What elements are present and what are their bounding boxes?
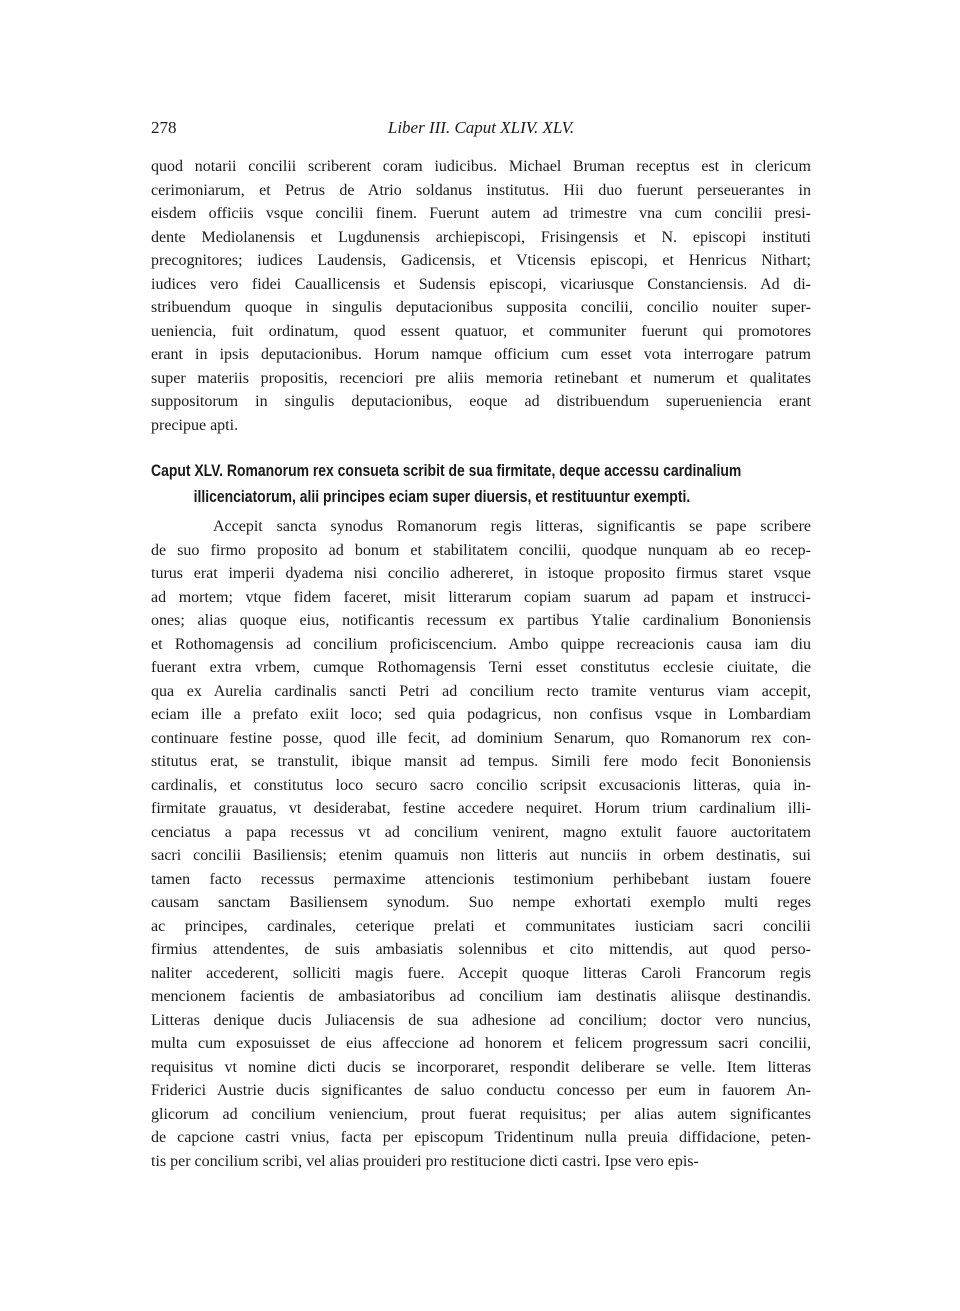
text-line: tamen facto recessus permaxime attencionis testimonium perhibebant iustam fouere (151, 870, 811, 888)
text-line: firmius attendentes, de suis ambasiatis solennibus et cito mittendis, aut quod perso- (151, 941, 811, 958)
text-line: tis per concilium scribi, vel alias prouideri pro restitucione dicti castri. Ipse vero epis- (151, 1152, 699, 1170)
text-line: turus erat imperii dyadema nisi concilio adhereret, in istoque proposito firmus staret vsque (151, 565, 811, 582)
running-title: Liber III. Caput XLIV. XLV. (387, 118, 575, 137)
text-line: ones; alias quoque eius, notificantis recessum ex partibus Ytalie cardinalium Bononiensis (151, 612, 811, 629)
text-line: Friderici Austrie ducis significantes de saluo conductu concesso per eum in fauorem An- (151, 1082, 811, 1099)
chapter-heading (151, 458, 811, 510)
text-line: requisitus vt nomine dicti ducis se incorporaret, respondit deliberare se velle. Item litteras (151, 1058, 811, 1076)
text-line: qua ex Aurelia cardinalis sancti Petri ad concilium recto tramite venturus viam accepit, (151, 682, 811, 700)
text-line: glicorum ad concilium veniencium, prout fuerat requisitus; per alias autem significantes (151, 1105, 811, 1123)
text-line: eciam ille a prefato exiit loco; sed quia podagricus, non confisus vsque in Lombardiam (151, 706, 811, 723)
text-line: erant in ipsis deputacionibus. Horum namque officium cum esset vota interrogare patrum (151, 346, 811, 363)
paragraph-1 (151, 155, 811, 437)
text-line: mencionem facientis de ambasiatoribus ad concilium iam destinatis aliisque destinandis. (151, 988, 811, 1005)
text-line: dente Mediolanensis et Lugdunensis archiepiscopi, Frisingensis et N. episcopi instituti (151, 228, 811, 246)
text-line: iudices vero fidei Cauallicensis et Sudensis episcopi, vicariusque Constanciensis. Ad di- (151, 275, 811, 293)
text-line: precognitores; iudices Laudensis, Gadicensis, et Vticensis episcopi, et Henricus Nithart; (151, 252, 811, 269)
text-line: firmitate grauatus, vt desiderabat, festine accedere nequiret. Horum trium cardinalium illi- (151, 800, 811, 817)
text-line: cardinalis, et constitutus loco securo sacro concilio scripsit excusacionis litteras, quia in- (151, 776, 811, 794)
text-line: precipue apti. (151, 416, 239, 434)
text-line: ac principes, cardinales, ceterique prelati et communitates iusticiam sacri concilii (151, 917, 811, 935)
text-line: multa cum exposuisset de eius affeccione ad honorem et felicem progressum sacri concilii, (151, 1035, 811, 1052)
text-line: continuare festine posse, quod ille fecit, ad dominium Senarum, quo Romanorum rex con- (151, 729, 811, 747)
text-line: naliter accederent, solliciti magis fuere. Accepit quoque litteras Caroli Francorum regis (151, 964, 811, 982)
text-line: stribuendum quoque in singulis deputacionibus supposita concilii, concilio nouiter super- (151, 299, 811, 316)
text-line: super materiis propositis, recenciori pre aliis memoria retinebant et numerum et qualitates (151, 369, 811, 387)
text-line: sacri concilii Basiliensis; etenim quamuis non litteris aut nunciis in orbem destinatis, sui (151, 847, 811, 864)
text-line: de suo firmo proposito ad bonum et stabilitatem concilii, quodque nunquam ab eo recep- (151, 541, 811, 559)
text-line: cerimoniarum, et Petrus de Atrio soldanus institutus. Hii duo fuerunt perseuerantes in (151, 181, 811, 199)
text-line: stitutus erat, se transtulit, ibique mansit ad tempus. Simili fere modo fecit Bononiensis (151, 753, 811, 770)
text-line: eisdem officiis vsque concilii finem. Fuerunt autem ad trimestre vna cum concilii presi- (151, 205, 811, 222)
text-line: fuerant extra vrbem, cumque Rothomagensis Terni esset constitutus ecclesie ciuitate, die (151, 659, 811, 676)
chapter-heading-line-1: Caput XLV. Romanorum rex consueta scribit de sua firmitate, deque accessu cardinalium (151, 461, 742, 480)
text-line: ueniencia, fuit ordinatum, quod essent quatuor, et communiter fuerunt qui promotores (151, 322, 811, 340)
page-header (151, 118, 811, 142)
text-line: Accepit sancta synodus Romanorum regis litteras, significantis se pape scribere (213, 518, 811, 535)
text-line: Litteras denique ducis Juliacensis de sua adhesione ad concilium; doctor vero nuncius, (151, 1011, 811, 1029)
page-number: 278 (151, 118, 177, 137)
text-line: et Rothomagensis ad concilium proficiscencium. Ambo quippe recreacionis causa iam diu (151, 635, 811, 653)
text-line: quod notarii concilii scriberent coram iudicibus. Michael Bruman receptus est in clericum (151, 158, 811, 175)
chapter-heading-line-2: illicenciatorum, alii principes eciam super diuersis, et restituuntur exempti. (193, 487, 691, 506)
text-line: de capcione castri vnius, facta per episcopum Tridentinum nulla preuia diffidacione, peten- (151, 1129, 811, 1146)
text-line: suppositorum in singulis deputacionibus, eoque ad distribuendum superueniencia erant (151, 393, 811, 410)
paragraph-2 (151, 515, 811, 1173)
text-line: ad mortem; vtque fidem faceret, misit litterarum copiam suarum ad papam et instrucci- (151, 588, 811, 606)
text-line: causam sanctam Basiliensem synodum. Suo nempe exhortati exemplo multi reges (151, 894, 811, 911)
text-line: cenciatus a papa recessus vt ad concilium venirent, magno extulit fauore auctoritatem (151, 823, 811, 841)
